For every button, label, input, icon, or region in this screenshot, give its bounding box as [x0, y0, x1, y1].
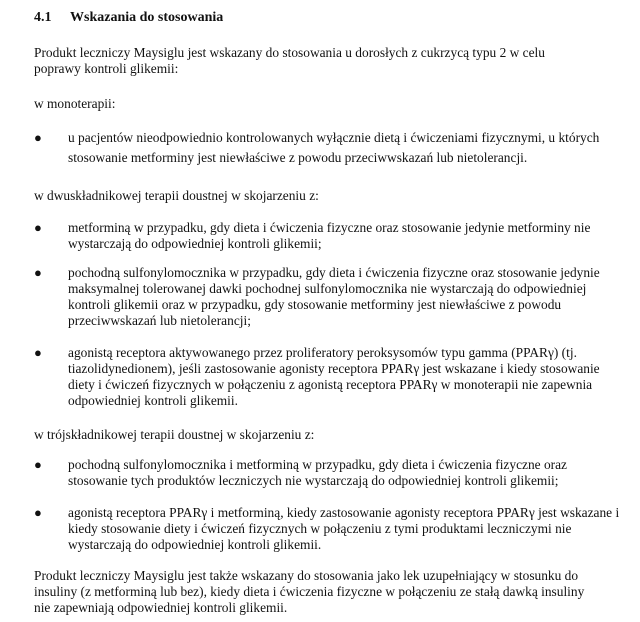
list-item	[34, 505, 624, 553]
monotherapy-heading: w monoterapii:	[34, 96, 116, 111]
list-item	[34, 345, 624, 409]
list-item-text: pochodną sulfonylomocznika i metforminą w przypadku, gdy dieta i ćwiczenia fizyczne oraz stosowanie tych produktów leczniczych nie wystarczają do odpowiedniej kontroli glikemii;	[68, 457, 567, 488]
list-item-text: agonistą receptora PPARγ i metforminą, kiedy zastosowanie agonisty receptora PPARγ jest wskazane i kiedy stosowanie diety i ćwiczeń fizycznych w połączeniu z tymi produktami leczniczymi nie wystarczają do odpowiedniej kontroli glikemii.	[68, 505, 620, 552]
section-title: Wskazania do stosowania	[70, 10, 224, 25]
triple-therapy-heading: w trójskładnikowej terapii doustnej w skojarzeniu z:	[34, 427, 315, 442]
dual-therapy-heading: w dwuskładnikowej terapii doustnej w skojarzeniu z:	[34, 188, 319, 203]
bullet-icon: ●	[34, 130, 42, 145]
closing-paragraph: Produkt leczniczy Maysiglu jest także wskazany do stosowania jako lek uzupełniający w stosunku do insuliny (z metforminą lub bez), kiedy dieta i ćwiczenia fizyczne w połączeniu ze stałą dawką insuliny nie zapewniają odpowiedniej kontroli glikemii.	[34, 568, 585, 615]
section-heading	[34, 10, 223, 26]
list-item	[34, 265, 624, 329]
list-item-text: u pacjentów nieodpowiednio kontrolowanych wyłącznie dietą i ćwiczeniami fizycznymi, u których stosowanie metforminy jest niewłaściwe z powodu przeciwwskazań lub nietolerancji.	[68, 130, 600, 165]
list-item	[34, 128, 624, 168]
intro-paragraph: Produkt leczniczy Maysiglu jest wskazany do stosowania u dorosłych z cukrzycą typu 2 w celu poprawy kontroli glikemii:	[34, 45, 545, 76]
list-item	[34, 457, 624, 489]
section-number: 4.1	[34, 10, 52, 25]
bullet-icon: ●	[34, 345, 42, 360]
list-item-text: metforminą w przypadku, gdy dieta i ćwiczenia fizyczne oraz stosowanie jedynie metforminy nie wystarczają do odpowiedniej kontroli glikemii;	[68, 220, 591, 251]
bullet-icon: ●	[34, 220, 42, 235]
bullet-icon: ●	[34, 265, 42, 280]
list-item-text: pochodną sulfonylomocznika w przypadku, gdy dieta i ćwiczenia fizyczne oraz stosowanie jedynie maksymalnej tolerowanej dawki pochodnej sulfonylomocznika nie wystarczają do odpowiedniej kontroli glikemii oraz w przypadku, gdy stosowanie metforminy jest niewłaściwe z powodu przeciwwskazań lub nietolerancji;	[68, 265, 600, 328]
bullet-icon: ●	[34, 457, 42, 472]
list-item	[34, 220, 624, 252]
list-item-text: agonistą receptora aktywowanego przez proliferatory peroksysomów typu gamma (PPARγ) (tj. tiazolidynedionem), jeśli zastosowanie agonisty receptora PPARγ jest wskazane i kiedy stosowanie diety i ćwiczeń fizycznych w połączeniu z agonistą receptora PPARγ w monoterapii nie zapewnia odpowiedniej kontroli glikemii.	[68, 345, 600, 408]
bullet-icon: ●	[34, 505, 42, 520]
